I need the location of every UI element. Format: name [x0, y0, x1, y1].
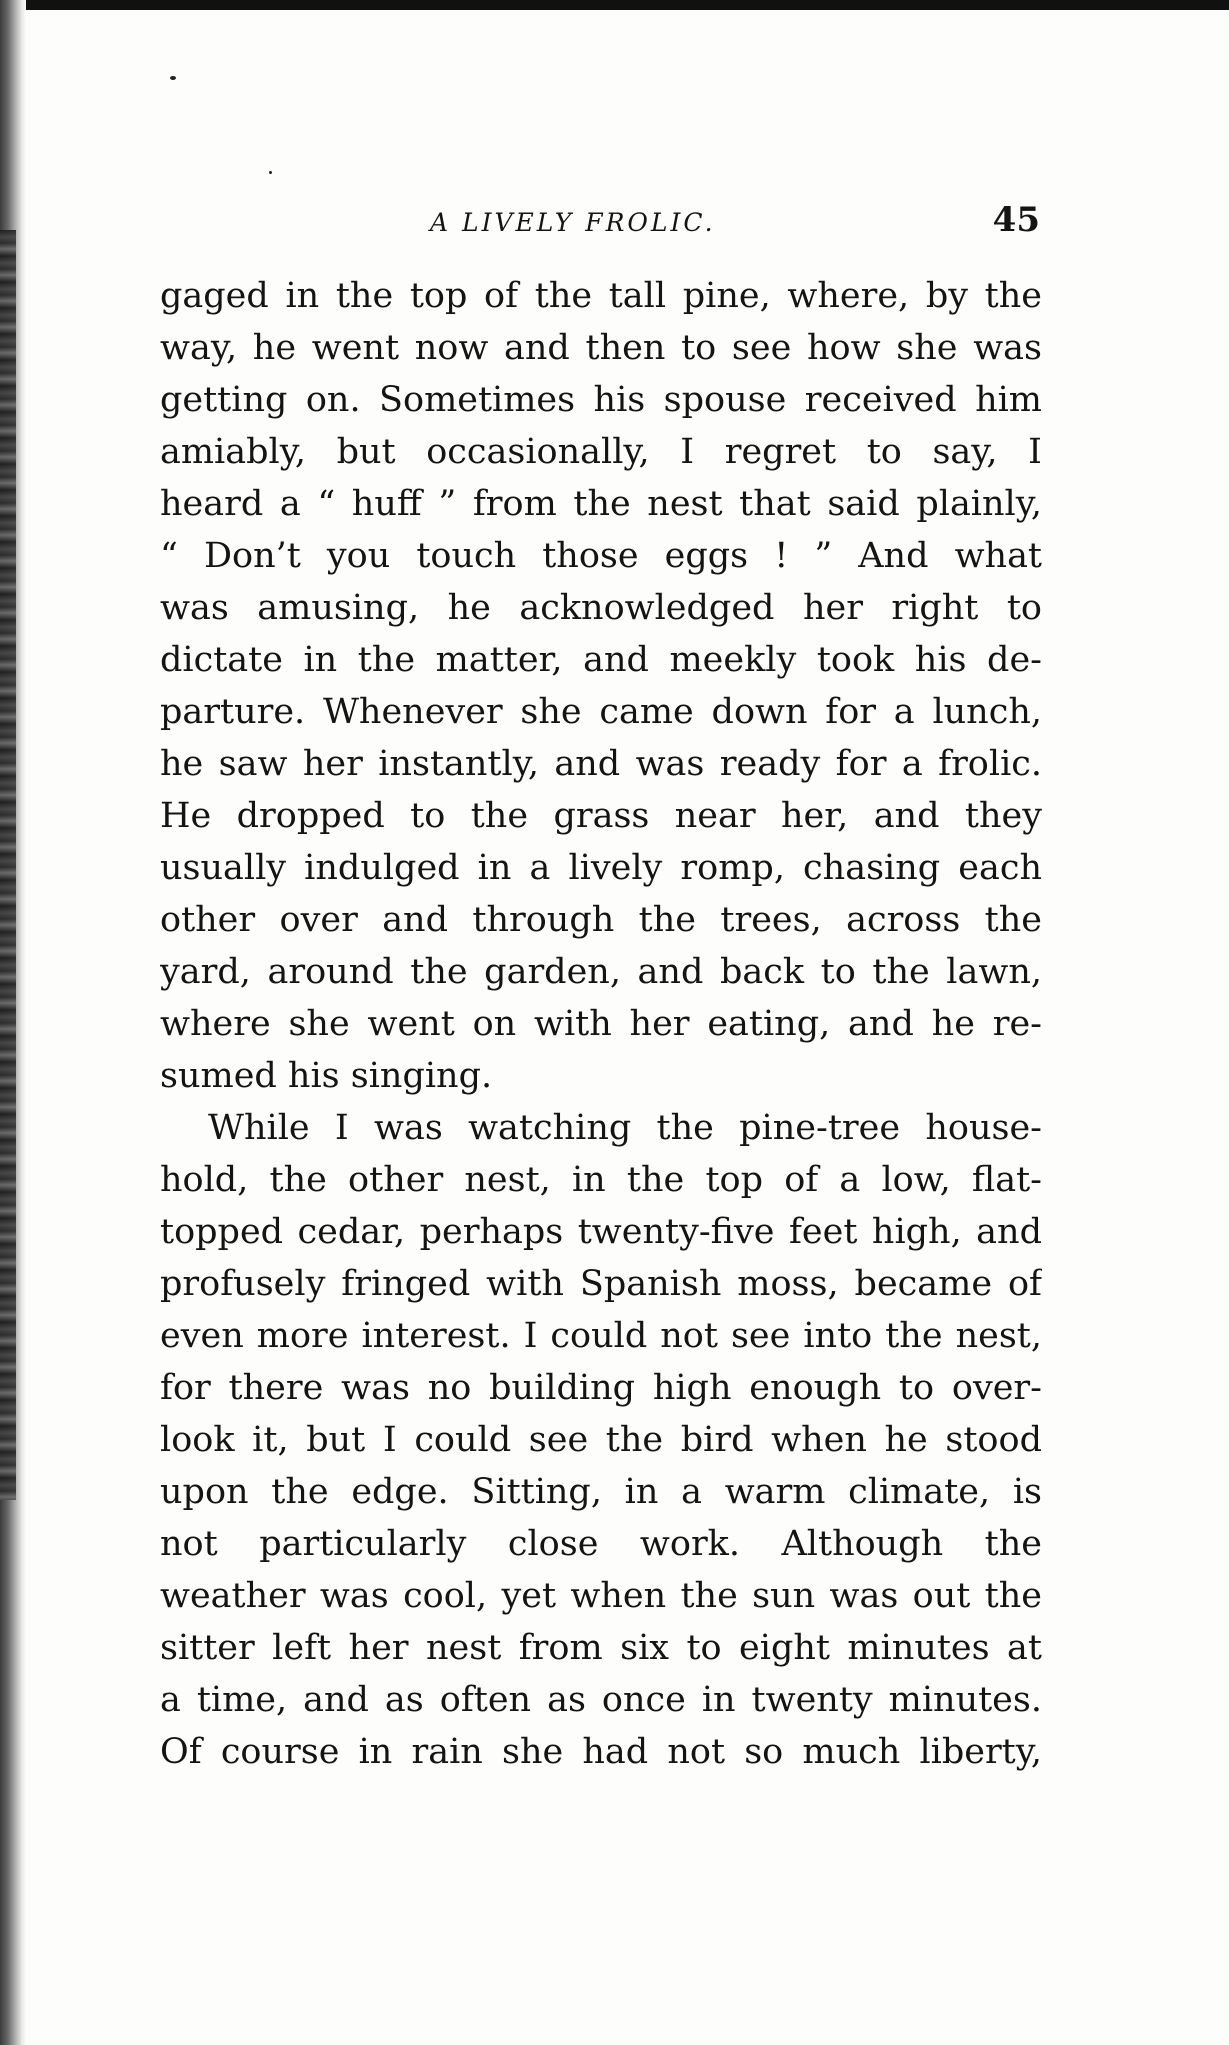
- paragraph: [160, 270, 1042, 1102]
- paragraph: [160, 1102, 1042, 1778]
- text-line: usually indulged in a lively romp, chasing each: [160, 848, 1042, 888]
- text-line: profusely fringed with Spanish moss, became of: [160, 1264, 1042, 1304]
- text-line: Of course in rain she had not so much liberty,: [160, 1732, 1042, 1772]
- text-line: not particularly close work. Although the: [160, 1524, 1042, 1564]
- text-line: a time, and as often as once in twenty minutes.: [160, 1680, 1042, 1720]
- text-line: upon the edge. Sitting, in a warm climate, is: [160, 1472, 1042, 1512]
- text-line: gaged in the top of the tall pine, where, by the: [160, 276, 1042, 316]
- body-text: [160, 270, 1042, 1778]
- text-line: way, he went now and then to see how she was: [160, 328, 1042, 368]
- text-line: getting on. Sometimes his spouse received him: [160, 380, 1042, 420]
- page-number: 45: [992, 200, 1040, 240]
- text-line: amiably, but occasionally, I regret to say, I: [160, 432, 1042, 472]
- text-line: for there was no building high enough to over-: [160, 1368, 1042, 1408]
- ink-speck: [170, 76, 176, 80]
- text-line: “ Don’t you touch those eggs ! ” And what: [160, 536, 1042, 576]
- text-line: While I was watching the pine-tree house-: [208, 1108, 1042, 1148]
- text-line: hold, the other nest, in the top of a low, flat-: [160, 1160, 1042, 1200]
- text-line: heard a “ huff ” from the nest that said plainly,: [160, 484, 1042, 524]
- scan-binding-edge: [0, 0, 26, 2045]
- scan-top-edge: [0, 0, 1229, 10]
- text-line: look it, but I could see the bird when he stood: [160, 1420, 1042, 1460]
- text-line: topped cedar, perhaps twenty-five feet high, and: [160, 1212, 1042, 1252]
- text-line: parture. Whenever she came down for a lunch,: [160, 692, 1042, 732]
- text-line: weather was cool, yet when the sun was out the: [160, 1576, 1042, 1616]
- text-line: even more interest. I could not see into the nest,: [160, 1316, 1042, 1356]
- text-line: He dropped to the grass near her, and they: [160, 796, 1042, 836]
- text-line: dictate in the matter, and meekly took his de-: [160, 640, 1042, 680]
- ink-speck: [269, 171, 272, 174]
- text-line: where she went on with her eating, and he re-: [160, 1004, 1042, 1044]
- text-line: sitter left her nest from six to eight minutes at: [160, 1628, 1042, 1668]
- text-line: other over and through the trees, across the: [160, 900, 1042, 940]
- text-line: sumed his singing.: [160, 1056, 493, 1096]
- text-line: he saw her instantly, and was ready for a frolic.: [160, 744, 1042, 784]
- text-line: was amusing, he acknowledged her right to: [160, 588, 1042, 628]
- running-head: [160, 200, 1042, 244]
- running-title: A LIVELY FROLIC.: [430, 208, 716, 237]
- text-line: yard, around the garden, and back to the lawn,: [160, 952, 1042, 992]
